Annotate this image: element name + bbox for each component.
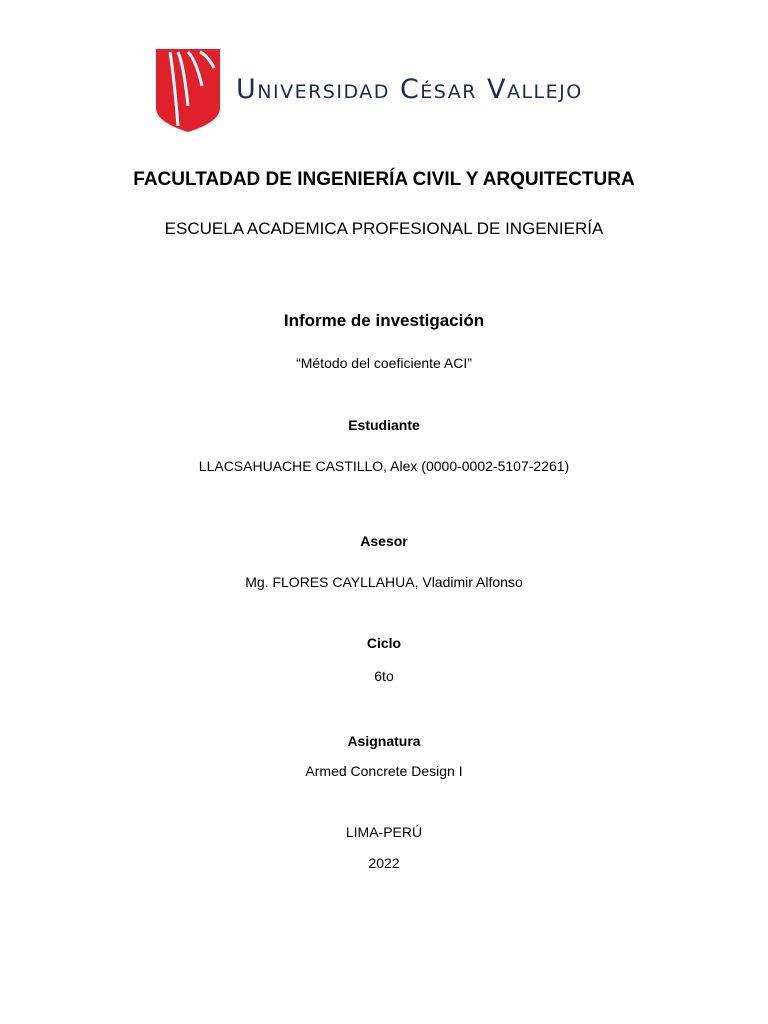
faculty-title: FACULTADAD DE INGENIERÍA CIVIL Y ARQUITECTURA bbox=[133, 169, 635, 190]
university-name: Universidad César Vallejo bbox=[236, 74, 583, 105]
year: 2022 bbox=[368, 855, 400, 871]
shield-icon bbox=[154, 46, 224, 134]
cycle-value: 6to bbox=[374, 668, 394, 684]
advisor-value: Mg. FLORES CAYLLAHUA, Vladimir Alfonso bbox=[245, 574, 523, 590]
student-value: LLACSAHUACHE CASTILLO, Alex (0000-0002-5107-2261) bbox=[198, 458, 570, 474]
report-title: “Método del coeficiente ACI” bbox=[296, 355, 472, 371]
advisor-label: Asesor bbox=[360, 533, 408, 549]
cycle-label: Ciclo bbox=[366, 635, 402, 651]
subject-value: Armed Concrete Design I bbox=[305, 763, 463, 779]
university-logo bbox=[154, 46, 634, 136]
school-title: ESCUELA ACADEMICA PROFESIONAL DE INGENIERÍA bbox=[164, 219, 604, 238]
subject-label: Asignatura bbox=[347, 733, 421, 749]
student-label: Estudiante bbox=[348, 417, 420, 433]
place: LIMA-PERÚ bbox=[345, 824, 423, 840]
report-type: Informe de investigación bbox=[283, 311, 485, 330]
